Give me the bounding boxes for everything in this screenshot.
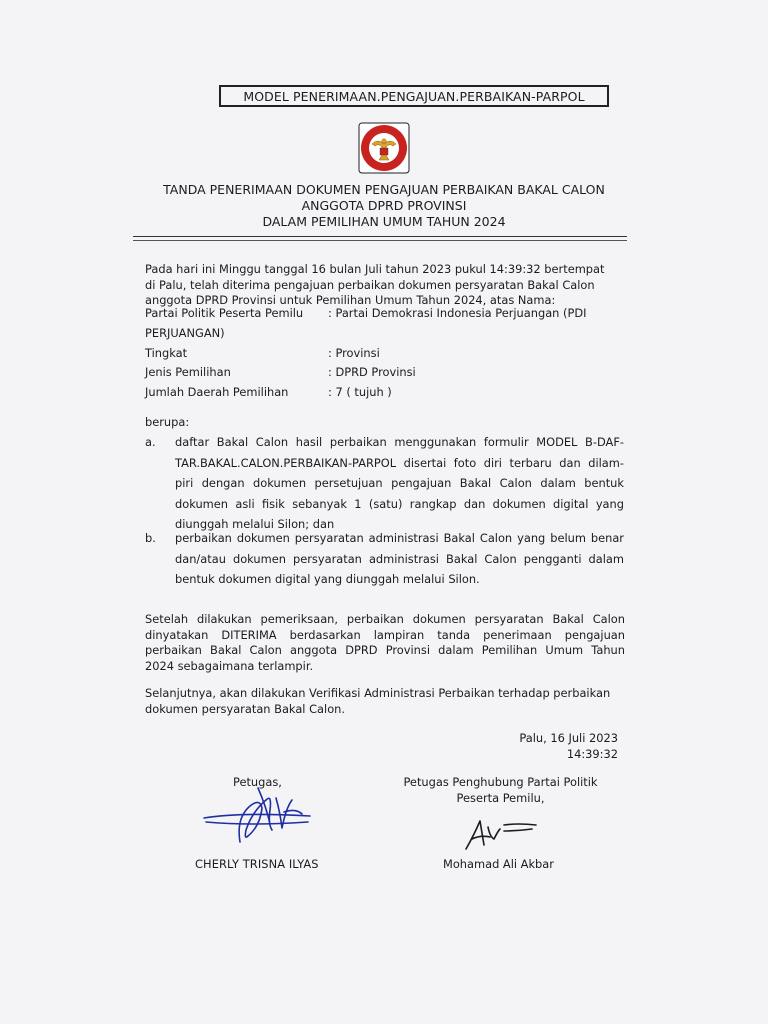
title-line-3: DALAM PEMILIHAN UMUM TAHUN 2024 xyxy=(262,214,506,229)
model-title: MODEL PENERIMAAN.PENGAJUAN.PERBAIKAN-PARPOL xyxy=(243,89,585,104)
officer-name: CHERLY TRISNA ILYAS xyxy=(195,857,319,871)
intro-line-2: di Palu, telah diterima pengajuan perbaikan dokumen persyaratan Bakal Calon xyxy=(145,277,595,292)
place-date-block xyxy=(418,731,618,762)
list-item-b-text xyxy=(175,528,624,590)
model-title-box xyxy=(219,85,609,107)
items-intro: berupa: xyxy=(145,415,190,429)
intro-paragraph xyxy=(145,262,625,309)
followup-line-1: Selanjutnya, akan dilakukan Verifikasi Administrasi Perbaikan terhadap perbaikan xyxy=(145,686,611,700)
list-item-b xyxy=(145,528,625,592)
districts-label: Jumlah Daerah Pemilihan xyxy=(145,385,289,399)
list-marker-b: b. xyxy=(145,531,156,545)
party-value-continued: PERJUANGAN) xyxy=(145,326,225,340)
followup-line-2: dokumen persyaratan Bakal Calon. xyxy=(145,701,345,716)
result-line-3: perbaikan Bakal Calon anggota DPRD Provinsi dalam Pemilihan Umum Tahun xyxy=(145,643,625,657)
list-a-line-5: diunggah melalui Silon; dan xyxy=(175,517,335,531)
liaison-title xyxy=(398,775,603,806)
party-label: Partai Politik Peserta Pemilu xyxy=(145,306,304,320)
place-time: 14:39:32 xyxy=(566,746,618,761)
document-title xyxy=(140,182,628,230)
result-line-4: 2024 sebagaimana terlampir. xyxy=(145,658,314,673)
officer-signature xyxy=(200,778,315,848)
liaison-signature xyxy=(460,815,540,855)
list-a-line-2: TAR.BAKAL.CALON.PERBAIKAN-PARPOL disertai foto diri terbaru dan dilam- xyxy=(175,455,624,470)
officer-title: Petugas, xyxy=(233,775,282,789)
list-a-line-3: piri dengan dokumen persetujuan pengajuan Bakal Calon dalam bentuk xyxy=(175,476,624,490)
result-line-2: dinyatakan DITERIMA berdasarkan lampiran tanda penerimaan pengajuan xyxy=(145,627,625,642)
liaison-title-line-2: Peserta Pemilu, xyxy=(456,790,545,805)
list-item-a-text xyxy=(175,432,624,535)
kpu-garuda-logo xyxy=(358,122,410,174)
list-b-line-2: dan/atau dokumen persyaratan administrasi Bakal Calon pengganti dalam xyxy=(175,551,624,566)
title-line-1: TANDA PENERIMAAN DOKUMEN PENGAJUAN PERBAIKAN BAKAL CALON xyxy=(163,182,605,197)
list-a-line-4: dokumen asli fisik sebanyak 1 (satu) rangkap dan dokumen digital yang xyxy=(175,496,624,511)
level-label: Tingkat xyxy=(145,346,188,360)
list-marker-a: a. xyxy=(145,435,156,449)
list-a-line-1: daftar Bakal Calon hasil perbaikan menggunakan formulir MODEL B-DAF- xyxy=(175,435,624,449)
title-divider-thin xyxy=(133,240,627,241)
place-date: Palu, 16 Juli 2023 xyxy=(519,731,618,745)
districts-value: : 7 ( tujuh ) xyxy=(328,385,392,399)
result-line-1: Setelah dilakukan pemeriksaan, perbaikan dokumen persyaratan Bakal Calon xyxy=(145,612,625,626)
list-b-line-1: perbaikan dokumen persyaratan administrasi Bakal Calon yang belum benar xyxy=(175,531,624,545)
followup-paragraph xyxy=(145,686,625,717)
party-value: : Partai Demokrasi Indonesia Perjuangan (PDI xyxy=(328,306,587,320)
list-item-a xyxy=(145,432,625,537)
election-type-label: Jenis Pemilihan xyxy=(145,365,231,379)
election-type-value: : DPRD Provinsi xyxy=(328,365,416,379)
liaison-title-line-1: Petugas Penghubung Partai Politik xyxy=(403,775,598,789)
liaison-name: Mohamad Ali Akbar xyxy=(443,857,554,871)
result-paragraph xyxy=(145,612,625,674)
intro-line-1: Pada hari ini Minggu tanggal 16 bulan Juli tahun 2023 pukul 14:39:32 bertempat xyxy=(145,262,605,276)
list-b-line-3: bentuk dokumen digital yang diunggah melalui Silon. xyxy=(175,572,480,586)
level-value: : Provinsi xyxy=(328,346,380,360)
title-line-2: ANGGOTA DPRD PROVINSI xyxy=(301,198,467,213)
intro-line-3: anggota DPRD Provinsi untuk Pemilihan Umum Tahun 2024, atas Nama: xyxy=(145,293,556,307)
title-divider xyxy=(133,236,627,237)
